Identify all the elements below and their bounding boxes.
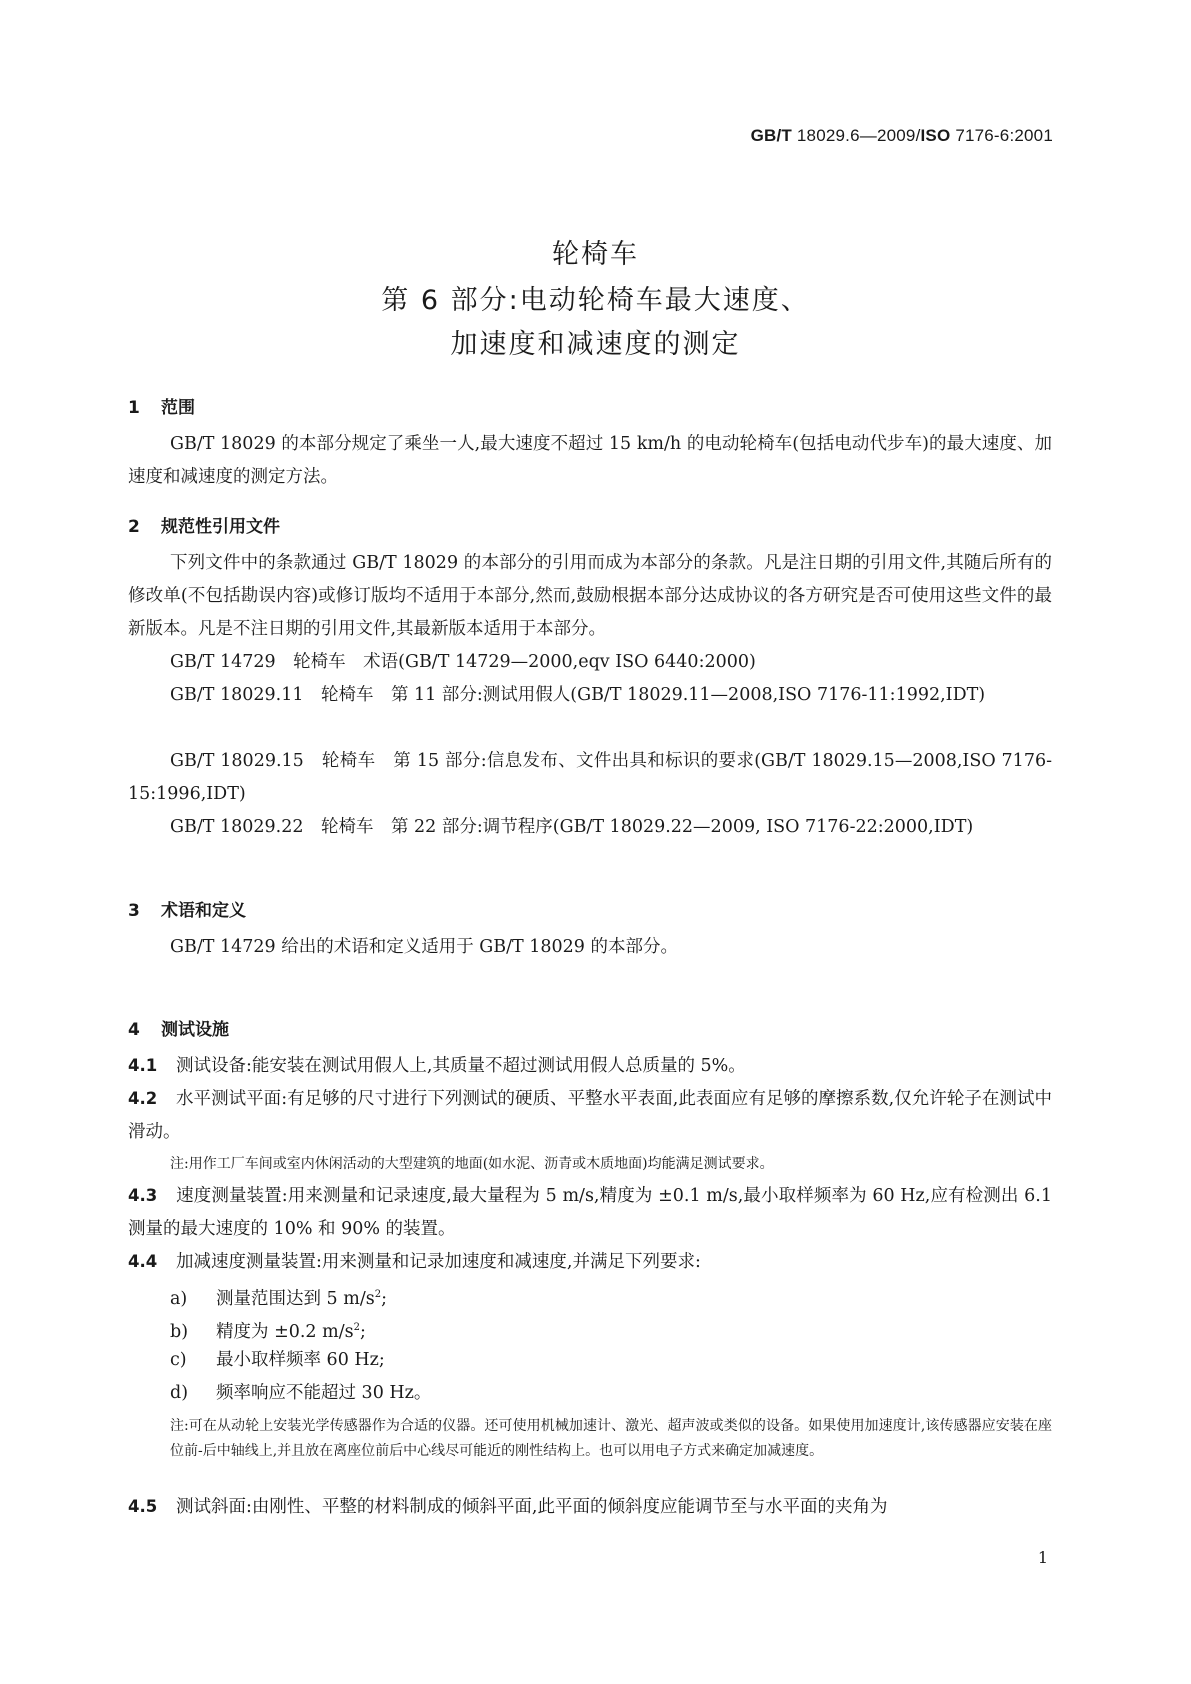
standard-number: GB/T 18029.6—2009/ISO 7176-6:2001 [750,126,1053,145]
note-4-2: 注:用作工厂车间或室内休闲活动的大型建筑的地面(如水泥、沥青或木质地面)均能满足测试要求。 [170,1156,774,1172]
section-1-heading: 1 范围 [128,398,195,418]
list-item-c: c) 最小取样频率 60 Hz; [170,1350,385,1370]
list-item-a: a) 测量范围达到 5 $m/s^2$; [170,1288,388,1309]
section-2-heading: 2 规范性引用文件 [128,517,280,537]
reference-item: GB/T 18029.15 轮椅车 第 15 部分:信息发布、文件出具和标识的要求(GB/T 18029.15—2008,ISO 7176-15:1996,IDT) [128,751,1052,804]
list-item-b: b) 精度为 ±0.2 $m/s^2$; [170,1321,366,1342]
note-4-4: 注:可在从动轮上安装光学传感器作为合适的仪器。还可使用机械加速计、激光、超声波或类似的设备。如果使用加速度计,该传感器应安装在座位前-后中轴线上,并且放在离座位前后中心线尽可能近的刚性结构上。也可以用电子方式来确定加减速度。 [170,1418,1052,1459]
page-number: 1 [1037,1548,1048,1567]
list-item-d: d) 频率响应不能超过 30 Hz。 [170,1383,432,1403]
title-line-3: 加速度和减速度的测定 [450,329,741,360]
section-4-heading: 4 测试设施 [128,1020,229,1040]
section-2-body: 下列文件中的条款通过 GB/T 18029 的本部分的引用而成为本部分的条款。凡是注日期的引用文件,其随后所有的修改单(不包括勘误内容)或修订版均不适用于本部分,然而,鼓励根据本部分达成协议的各方研究是否可使用这些文件的最新版本。凡是不注日期的引用文件,其最新版本适用于本部分。 [128,553,1052,639]
title-line-2: 第 6 部分:电动轮椅车最大速度、 [381,285,810,316]
reference-item: GB/T 14729 轮椅车 术语(GB/T 14729—2000,eqv ISO 6440:2000) [170,652,756,672]
section-1-body: GB/T 18029 的本部分规定了乘坐一人,最大速度不超过 15 km/h 的电动轮椅车(包括电动代步车)的最大速度、加速度和减速度的测定方法。 [128,434,1052,487]
title-line-1: 轮椅车 [552,239,639,270]
clause-4-1: 4.1 测试设备:能安装在测试用假人上,其质量不超过测试用假人总质量的 5%。 [128,1056,746,1076]
clause-4-4: 4.4 加减速度测量装置:用来测量和记录加速度和减速度,并满足下列要求: [128,1252,701,1272]
reference-item: GB/T 18029.11 轮椅车 第 11 部分:测试用假人(GB/T 18029.11—2008,ISO 7176-11:1992,IDT) [170,685,986,705]
section-3-heading: 3 术语和定义 [128,901,246,921]
section-3-body: GB/T 14729 给出的术语和定义适用于 GB/T 18029 的本部分。 [170,937,678,957]
clause-4-2: 4.2 水平测试平面:有足够的尺寸进行下列测试的硬质、平整水平表面,此表面应有足够的摩擦系数,仅允许轮子在测试中滑动。 [128,1089,1052,1142]
clause-4-5: 4.5 测试斜面:由刚性、平整的材料制成的倾斜平面,此平面的倾斜度应能调节至与水平面的夹角为 [128,1497,888,1517]
reference-item: GB/T 18029.22 轮椅车 第 22 部分:调节程序(GB/T 18029.22—2009, ISO 7176-22:2000,IDT) [170,817,974,837]
clause-4-3: 4.3 速度测量装置:用来测量和记录速度,最大量程为 5 m/s,精度为 ±0.1 m/s,最小取样频率为 60 Hz,应有检测出 6.1 测量的最大速度的 10% 和 90% 的装置。 [128,1186,1052,1239]
